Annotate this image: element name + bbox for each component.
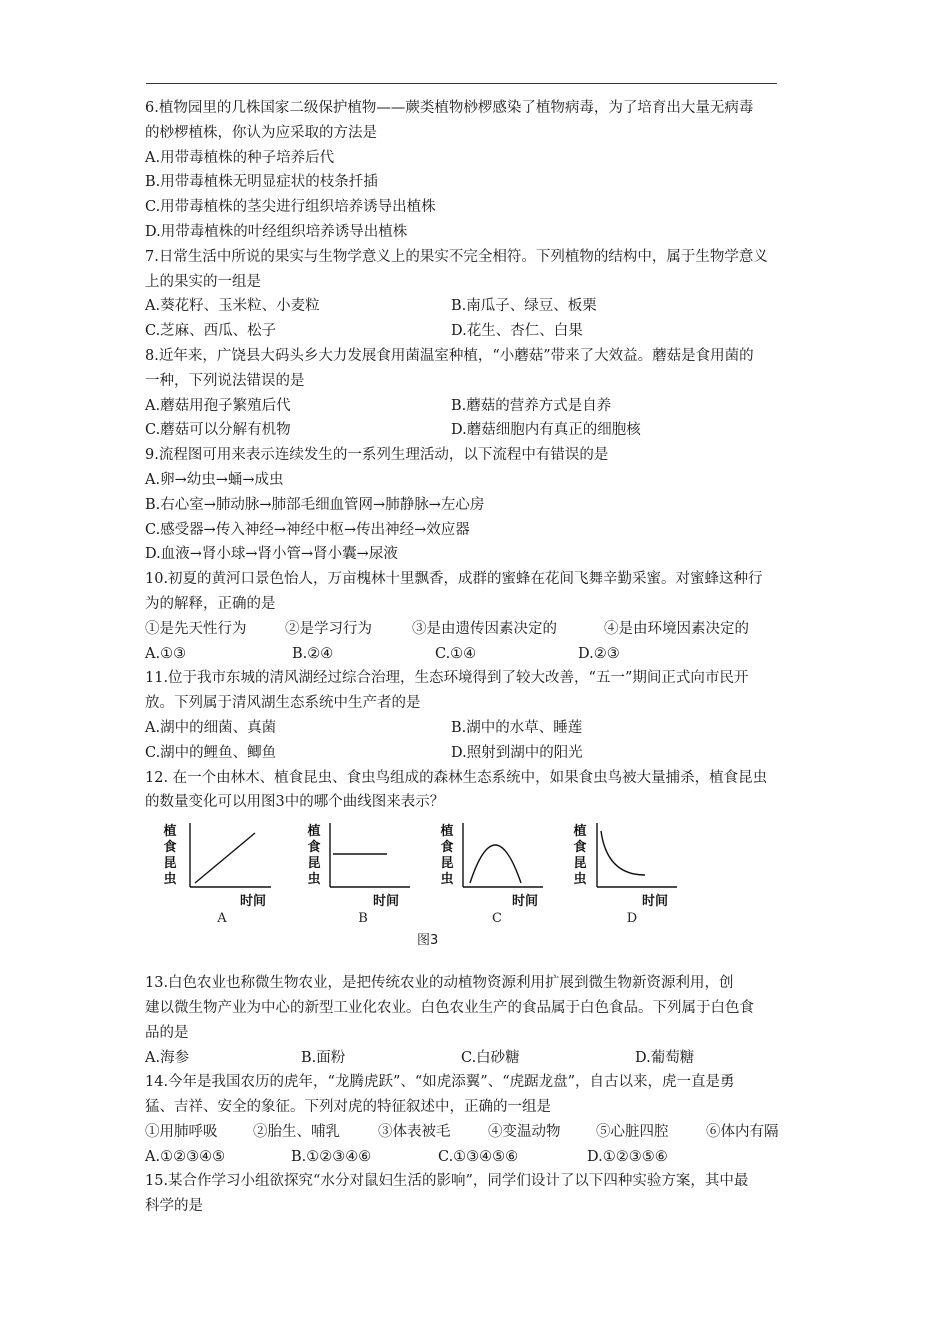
options-row — [145, 716, 865, 741]
y-axis-label-char: 食 — [163, 840, 177, 856]
option-d: D.花生、杏仁、白果 — [451, 323, 583, 340]
question-stem: 8.近年来，广饶县大码头乡大力发展食用菌温室种植，“小蘑菇”带来了大效益。蘑菇是食用菌的 — [145, 347, 754, 364]
question-13 — [145, 971, 865, 1070]
question-stem: 12. 在一个由林木、植食昆虫、食虫鸟组成的森林生态系统中，如果食虫鸟被大量捕杀，植食昆虫 — [145, 769, 768, 786]
panel-b-graph — [307, 823, 410, 926]
question-stem: 科学的是 — [145, 1198, 203, 1215]
option-b: B.②④ — [292, 645, 334, 662]
question-stem: 11.位于我市东城的清风湖经过综合治理，生态环境得到了较大改善，“五一”期间正式向市民开 — [145, 670, 749, 687]
y-axis-label-char: 虫 — [573, 872, 587, 888]
options-row — [145, 1145, 865, 1170]
question-10 — [145, 567, 865, 666]
option-a: A.①②③④⑤ — [145, 1148, 226, 1165]
x-axis-label: 时间 — [239, 894, 267, 910]
figure-3 — [145, 817, 865, 963]
options-row — [145, 294, 865, 319]
panel-label-c: C — [492, 911, 502, 927]
option-c: C.白砂糖 — [461, 1049, 520, 1066]
option-a: A.卵→幼虫→蛹→成虫 — [145, 471, 284, 488]
option-d: D.照射到湖中的阳光 — [451, 744, 583, 761]
option-b: B.用带毒植株无明显症状的枝条扦插 — [145, 174, 378, 191]
figure-3-graphs — [145, 817, 565, 963]
y-axis-label-char: 植 — [440, 824, 454, 840]
option-d: D.②③ — [578, 645, 620, 662]
y-axis-label-char: 虫 — [440, 872, 454, 888]
option-c: C.①④ — [435, 645, 477, 662]
y-axis-label-char: 植 — [163, 824, 177, 840]
option-b: B.右心室→肺动脉→肺部毛细血管网→肺静脉→左心房 — [145, 496, 485, 513]
option-c: C.①③④⑤⑥ — [438, 1148, 519, 1165]
question-stem: 猛、吉祥、安全的象征。下列对虎的特征叙述中，正确的一组是 — [145, 1099, 551, 1116]
option-b: B.南瓜子、绿豆、板栗 — [451, 298, 597, 315]
y-axis-label-char: 食 — [307, 840, 321, 856]
question-stem: 上的果实的一组是 — [145, 273, 261, 290]
option-c: C.蘑菇可以分解有机物 — [145, 422, 291, 439]
question-stem: 品的是 — [145, 1024, 189, 1041]
statement-2: ②胎生、哺乳 — [253, 1123, 340, 1140]
question-stem: 14.今年是我国农历的虎年，“龙腾虎跃”、“如虎添翼”、“虎踞龙盘”，自古以来，虎一直是勇 — [145, 1074, 735, 1091]
y-axis-label-char: 食 — [440, 840, 454, 856]
y-axis-label-char: 植 — [573, 824, 587, 840]
statement-3: ③是由遗传因素决定的 — [412, 620, 557, 637]
statement-1: ①是先天性行为 — [145, 620, 247, 637]
option-b: B.①②③④⑥ — [291, 1148, 372, 1165]
option-a: A.葵花籽、玉米粒、小麦粒 — [145, 298, 320, 315]
y-axis-label-char: 植 — [307, 824, 321, 840]
statement-2: ②是学习行为 — [285, 620, 372, 637]
option-d: D.①②③⑤⑥ — [587, 1148, 668, 1165]
y-axis-label-char: 食 — [573, 840, 587, 856]
options-row — [145, 1046, 865, 1071]
question-stem: 为的解释，正确的是 — [145, 595, 276, 612]
y-axis-label-char: 昆 — [163, 856, 177, 872]
panel-a-graph — [163, 823, 271, 926]
option-d: D.蘑菇细胞内有真正的细胞核 — [451, 422, 641, 439]
figure-caption: 图3 — [417, 933, 439, 949]
options-row — [145, 394, 865, 419]
panel-label-a: A — [217, 911, 227, 927]
y-axis-label-char: 昆 — [573, 856, 587, 872]
statements-row — [145, 1120, 865, 1145]
figure-3-graph-d — [565, 817, 725, 963]
statement-1: ①用肺呼吸 — [145, 1123, 218, 1140]
question-6 — [145, 96, 865, 245]
x-axis-label: 时间 — [511, 894, 539, 910]
question-9 — [145, 443, 865, 567]
panel-c-graph — [440, 823, 543, 926]
option-c: C.芝麻、西瓜、松子 — [145, 323, 277, 340]
option-b: B.湖中的水草、睡莲 — [451, 719, 583, 736]
question-7 — [145, 245, 865, 344]
panel-label-b: B — [358, 911, 368, 927]
panel-label-d: D — [626, 911, 638, 927]
statement-3: ③体表被毛 — [378, 1123, 451, 1140]
header-rule — [146, 83, 777, 84]
options-row — [145, 741, 865, 766]
x-axis-label: 时间 — [641, 894, 669, 910]
option-a: A.蘑菇用孢子繁殖后代 — [145, 397, 291, 414]
question-stem: 10.初夏的黄河口景色怡人，万亩槐林十里飘香，成群的蜜蜂在花间飞舞辛勤采蜜。对蜜蜂这种行 — [145, 571, 763, 588]
option-a: A.海参 — [145, 1049, 190, 1066]
option-d: D.血液→肾小球→肾小管→肾小囊→尿液 — [145, 546, 398, 563]
option-a: A.湖中的细菌、真菌 — [145, 719, 277, 736]
curve-rising — [195, 833, 255, 883]
question-15 — [145, 1169, 865, 1219]
option-b: B.蘑菇的营养方式是自养 — [451, 397, 612, 414]
y-axis-label-char: 虫 — [307, 872, 321, 888]
statement-4: ④是由环境因素决定的 — [604, 620, 749, 637]
question-stem: 一种，下列说法错误的是 — [145, 372, 305, 389]
question-sheet — [145, 96, 865, 1219]
y-axis-label-char: 昆 — [440, 856, 454, 872]
statements-row — [145, 617, 865, 642]
statement-4: ④变温动物 — [488, 1123, 561, 1140]
option-c: C.湖中的鲤鱼、鲫鱼 — [145, 744, 277, 761]
statement-6: ⑥体内有隔 — [706, 1123, 779, 1140]
option-c: C.用带毒植株的茎尖进行组织培养诱导出植株 — [145, 199, 436, 216]
question-stem: 13.白色农业也称微生物农业，是把传统农业的动植物资源利用扩展到微生物新资源利用，创 — [145, 975, 734, 992]
question-stem: 的桫椤植株，你认为应采取的方法是 — [145, 124, 377, 141]
question-8 — [145, 344, 865, 443]
question-stem: 15.某合作学习小组欲探究“水分对鼠妇生活的影响”，同学们设计了以下四种实验方案，其中最 — [145, 1173, 749, 1190]
y-axis-label-char: 昆 — [307, 856, 321, 872]
option-d: D.葡萄糖 — [635, 1049, 695, 1066]
question-14 — [145, 1070, 865, 1169]
curve-rise-fall — [470, 845, 521, 883]
statement-5: ⑤心脏四腔 — [596, 1123, 669, 1140]
option-d: D.用带毒植株的叶经组织培养诱导出植株 — [145, 223, 408, 240]
options-row — [145, 418, 865, 443]
y-axis-label-char: 虫 — [163, 872, 177, 888]
option-a: A.用带毒植株的种子培养后代 — [145, 149, 335, 166]
question-stem: 的数量变化可以用图3中的哪个曲线图来表示？ — [145, 794, 445, 811]
question-stem: 9.流程图可用来表示连续发生的一系列生理活动，以下流程中有错误的是 — [145, 447, 609, 464]
question-11 — [145, 666, 865, 765]
question-stem: 7.日常生活中所说的果实与生物学意义上的果实不完全相符。下列植物的结构中，属于生物学意义 — [145, 248, 768, 265]
option-c: C.感受器→传入神经→神经中枢→传出神经→效应器 — [145, 521, 470, 538]
curve-falling — [601, 831, 645, 875]
panel-d-graph — [573, 823, 677, 926]
question-stem: 6.植物园里的几株国家二级保护植物——蕨类植物桫椤感染了植物病毒，为了培育出大量无病毒 — [145, 100, 754, 116]
options-row — [145, 319, 865, 344]
question-stem: 放。下列属于清风湖生态系统中生产者的是 — [145, 695, 421, 712]
question-stem: 建以微生物产业为中心的新型工业化农业。白色农业生产的食品属于白色食品。下列属于白色食 — [145, 999, 754, 1016]
options-row — [145, 642, 865, 667]
option-a: A.①③ — [145, 645, 187, 662]
x-axis-label: 时间 — [372, 894, 400, 910]
option-b: B.面粉 — [301, 1049, 346, 1066]
question-12 — [145, 766, 865, 964]
